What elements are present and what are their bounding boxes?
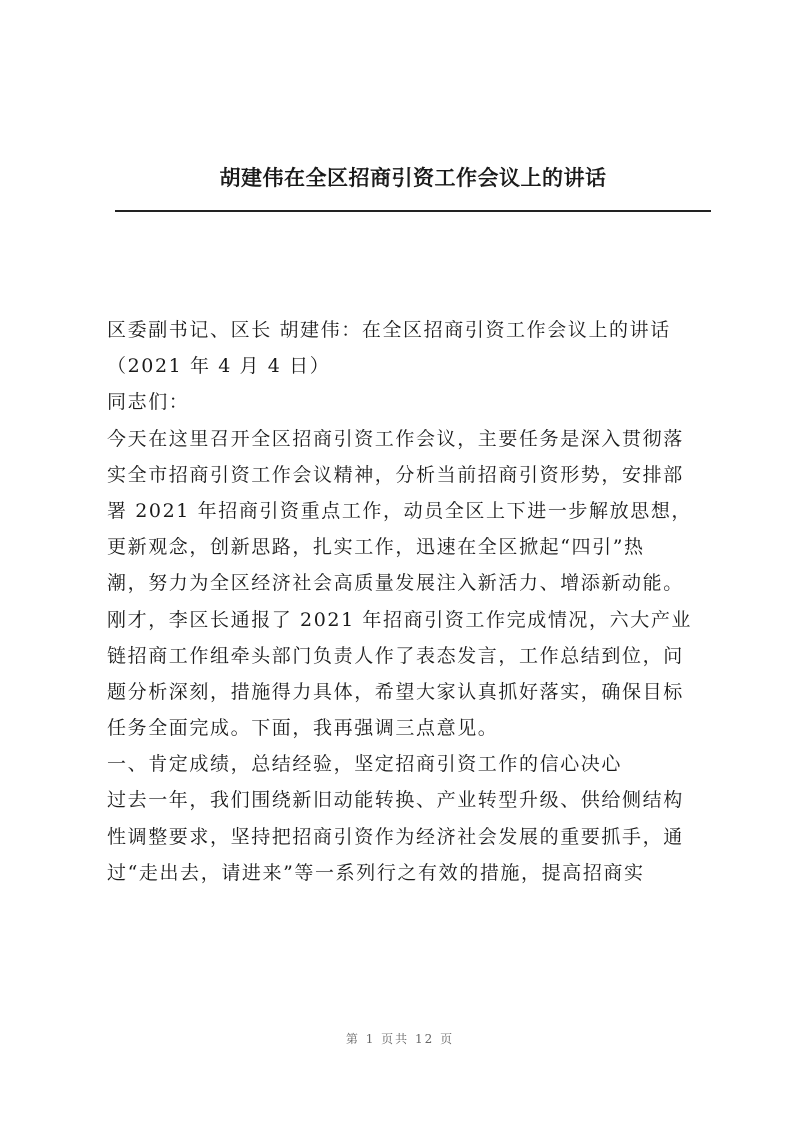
- body-line: 实全市招商引资工作会议精神，分析当前招商引资形势，安排部: [107, 463, 684, 486]
- body-line: 刚才，李区长通报了 2021 年招商引资工作完成情况，六大产业: [107, 608, 693, 631]
- body-line: 更新观念，创新思路，扎实工作，迅速在全区掀起“四引”热: [107, 536, 645, 559]
- section-heading: 一、肯定成绩，总结经验，坚定招商引资工作的信心决心: [107, 753, 623, 776]
- title-divider: [115, 210, 711, 212]
- body-line: 区委副书记、区长 胡建伟：在全区招商引资工作会议上的讲话: [107, 319, 671, 341]
- body-line: 潮，努力为全区经济社会高质量发展注入新活力、增添新动能。: [107, 572, 684, 595]
- document-body: [107, 312, 707, 891]
- body-line: 今天在这里召开全区招商引资工作会议，主要任务是深入贯彻落: [107, 427, 684, 450]
- document-title: 胡建伟在全区招商引资工作会议上的讲话: [219, 166, 607, 190]
- body-line: 过“走出去，请进来”等一系列行之有效的措施，提高招商实: [107, 861, 645, 884]
- body-line: 署 2021 年招商引资重点工作，动员全区上下进一步解放思想，: [107, 499, 693, 522]
- body-line: 性调整要求，坚持把招商引资作为经济社会发展的重要抓手，通: [107, 825, 684, 848]
- body-line: （2021 年 4 月 4 日）: [107, 355, 331, 378]
- body-line: 题分析深刻，措施得力具体，希望大家认真抓好落实，确保目标: [107, 680, 684, 703]
- body-line: 任务全面完成。下面，我再强调三点意见。: [107, 717, 499, 740]
- body-line: 同志们：: [107, 391, 190, 414]
- body-line: 过去一年，我们围绕新旧动能转换、产业转型升级、供给侧结构: [107, 789, 684, 812]
- page-number-footer: 第 1 页共 12 页: [345, 1032, 455, 1046]
- body-line: 链招商工作组牵头部门负责人作了表态发言，工作总结到位，问: [107, 644, 684, 667]
